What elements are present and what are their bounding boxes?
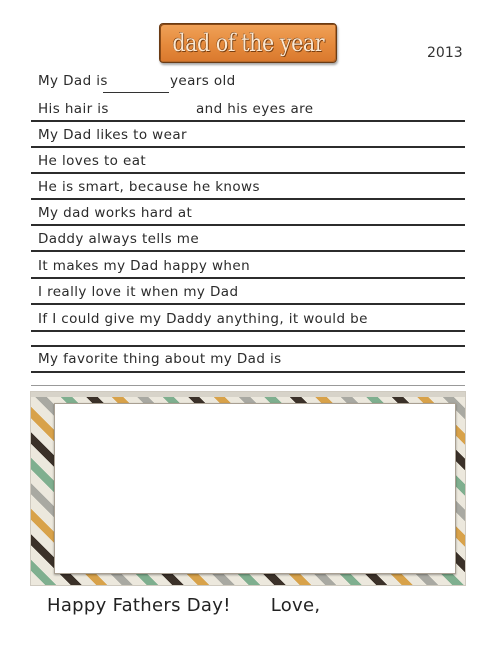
answer-line-wear[interactable] [31,146,465,148]
greeting-text: Happy Fathers Day! [47,595,231,616]
answer-line-smart[interactable] [31,198,465,200]
answer-line-hair-eyes[interactable] [31,120,465,122]
title-badge [159,23,337,63]
page-title: dad of the year [172,29,324,57]
prompt-works: My dad works hard at [38,205,193,221]
answer-line-favorite[interactable] [31,371,465,373]
answer-line-give-2[interactable] [31,345,465,347]
answer-line-love[interactable] [31,303,465,305]
prompt-eyes: and his eyes are [196,101,314,117]
answer-line-tells[interactable] [31,250,465,252]
prompt-wear: My Dad likes to wear [38,127,187,143]
closing-text: Love, [270,595,321,616]
answer-line-give-1[interactable] [31,330,465,332]
frame-top-edge [31,392,465,397]
age-blank[interactable] [103,92,169,93]
footer-message [47,595,320,616]
prompt-dad-age: My Dad is [38,73,108,89]
prompt-favorite: My favorite thing about my Dad is [38,351,282,367]
answer-line-eat[interactable] [31,172,465,174]
divider-line [31,385,465,386]
prompt-give: If I could give my Daddy anything, it would be [38,311,368,327]
prompt-tells: Daddy always tells me [38,231,200,247]
answer-line-works[interactable] [31,224,465,226]
answer-line-happy[interactable] [31,277,465,279]
prompt-eat: He loves to eat [38,153,147,169]
prompt-love: I really love it when my Dad [38,284,239,300]
photo-area[interactable] [54,403,456,574]
prompt-years-old: years old [170,73,236,89]
prompt-hair: His hair is [38,101,109,117]
prompt-happy: It makes my Dad happy when [38,258,251,274]
prompt-smart: He is smart, because he knows [38,179,260,195]
year-label: 2013 [427,45,463,61]
